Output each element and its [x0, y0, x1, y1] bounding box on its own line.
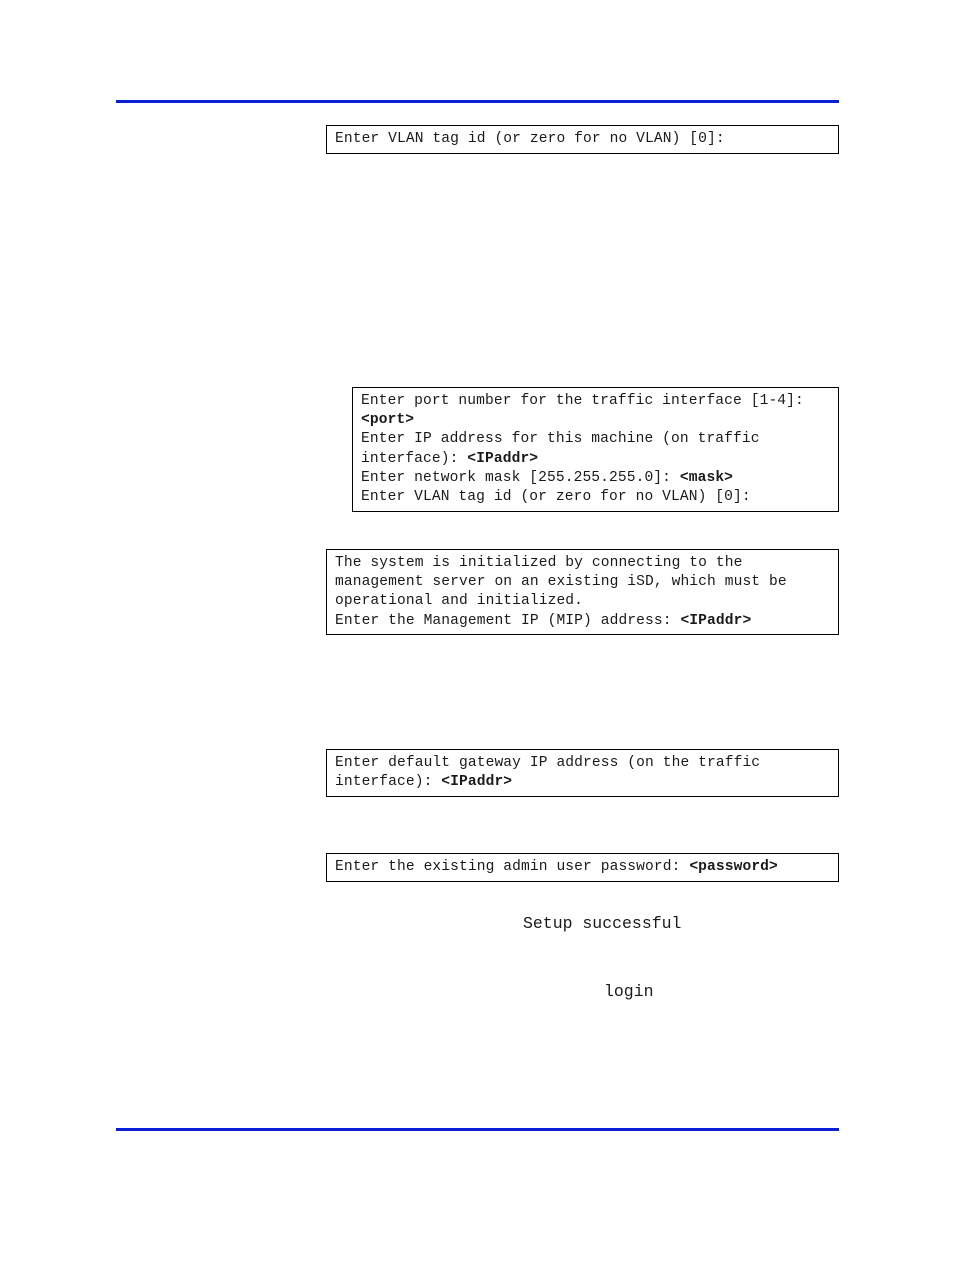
vlan-prompt-line: Enter VLAN tag id (or zero for no VLAN) [0]: [335, 131, 725, 147]
traffic-interface-box [352, 387, 839, 512]
gateway-prompt-line-2: interface): <IPaddr> [335, 774, 513, 791]
password-prompt-box [326, 853, 839, 882]
mask-placeholder: <mask> [679, 469, 734, 486]
init-text-line-3: operational and initialized. [335, 593, 584, 610]
ipaddr-placeholder: <IPaddr> [467, 450, 539, 467]
init-text-line-2: management server on an existing iSD, which must be [335, 574, 787, 591]
management-server-box [326, 549, 839, 635]
vlan-prompt-box [326, 125, 839, 154]
vlan-prompt-line-2: Enter VLAN tag id (or zero for no VLAN) [0]: [361, 489, 751, 506]
footer-rule [116, 1128, 839, 1131]
password-prompt-line: Enter the existing admin user password: <password> [335, 859, 778, 875]
gateway-prompt-line: Enter default gateway IP address (on the traffic [335, 755, 761, 771]
login-text: login [604, 982, 654, 1001]
setup-successful-text: Setup successful [523, 914, 682, 933]
mip-prompt-line: Enter the Management IP (MIP) address: <IPaddr> [335, 612, 752, 629]
port-placeholder: <port> [361, 412, 415, 429]
mip-placeholder: <IPaddr> [680, 612, 752, 629]
init-text-line-1: The system is initialized by connecting to the [335, 555, 743, 571]
gateway-prompt-box [326, 749, 839, 797]
ip-prompt-line-2: interface): <IPaddr> [361, 450, 539, 467]
header-rule [116, 100, 839, 103]
port-prompt-line: Enter port number for the traffic interface [1-4]: [361, 393, 804, 409]
mask-prompt-line: Enter network mask [255.255.255.0]: <mask> [361, 469, 734, 486]
gateway-placeholder: <IPaddr> [441, 774, 513, 791]
password-placeholder: <password> [689, 859, 778, 875]
ip-prompt-line: Enter IP address for this machine (on traffic [361, 431, 760, 448]
